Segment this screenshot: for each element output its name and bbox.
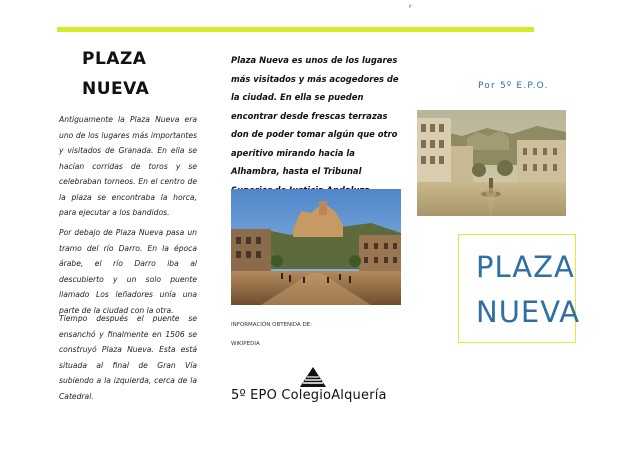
left-title-line2: NUEVA — [82, 79, 150, 99]
source-label: INFORMACIÓN OBTENIDA DE: — [231, 322, 313, 328]
history-paragraph-2: Por debajo de Plaza Nueva pasa un tramo del río Darro. En la época árabe, el río Darro iba al descubierto y un solo puente llamado Los leñadores unía una parte de la ciudad con la otra. — [59, 228, 197, 315]
history-paragraph-3: Tiempo después el puente se ensanchó y finalmente en 1506 se construyó Plaza Nueva. Esta está situada al final de Gran Vía subiendo a la izquierda, cerca de la Catedral. — [59, 314, 197, 401]
intro-paragraph: Plaza Nueva es unos de los lugares más visitados y más acogedores de la ciudad. En ella se pueden encontrar desde frescas terrazas don de poder tomar algún que otro aperitivo mirando hacia la Alhambra, hasta el Tribunal — [231, 55, 399, 176]
cover-title-line1: PLAZA — [476, 250, 575, 284]
school-name: 5º EPO ColegioAlquería — [231, 388, 387, 403]
school-logo-icon — [299, 366, 327, 388]
author-subtitle: Por 5º E.P.O. — [478, 81, 549, 91]
cover-title-line2: NUEVA — [476, 295, 581, 329]
top-accent-bar — [57, 27, 534, 32]
left-title-line1: PLAZA — [82, 49, 147, 69]
page-mark: p — [409, 3, 412, 8]
cover-title — [476, 245, 580, 335]
source-value: WIKIPEDIA — [231, 341, 260, 347]
historic-plaza-photo — [417, 110, 566, 216]
left-title — [82, 44, 149, 104]
plaza-alhambra-photo — [231, 189, 401, 305]
history-paragraph-1: Antiguamente la Plaza Nueva era uno de los lugares más importantes y visitados de Granada. En ella se hacían corridas de toros y se celebraban torneos. En el centro de la plaza se encontraba la horca, para ejecutar a los bandidos. — [59, 115, 197, 217]
